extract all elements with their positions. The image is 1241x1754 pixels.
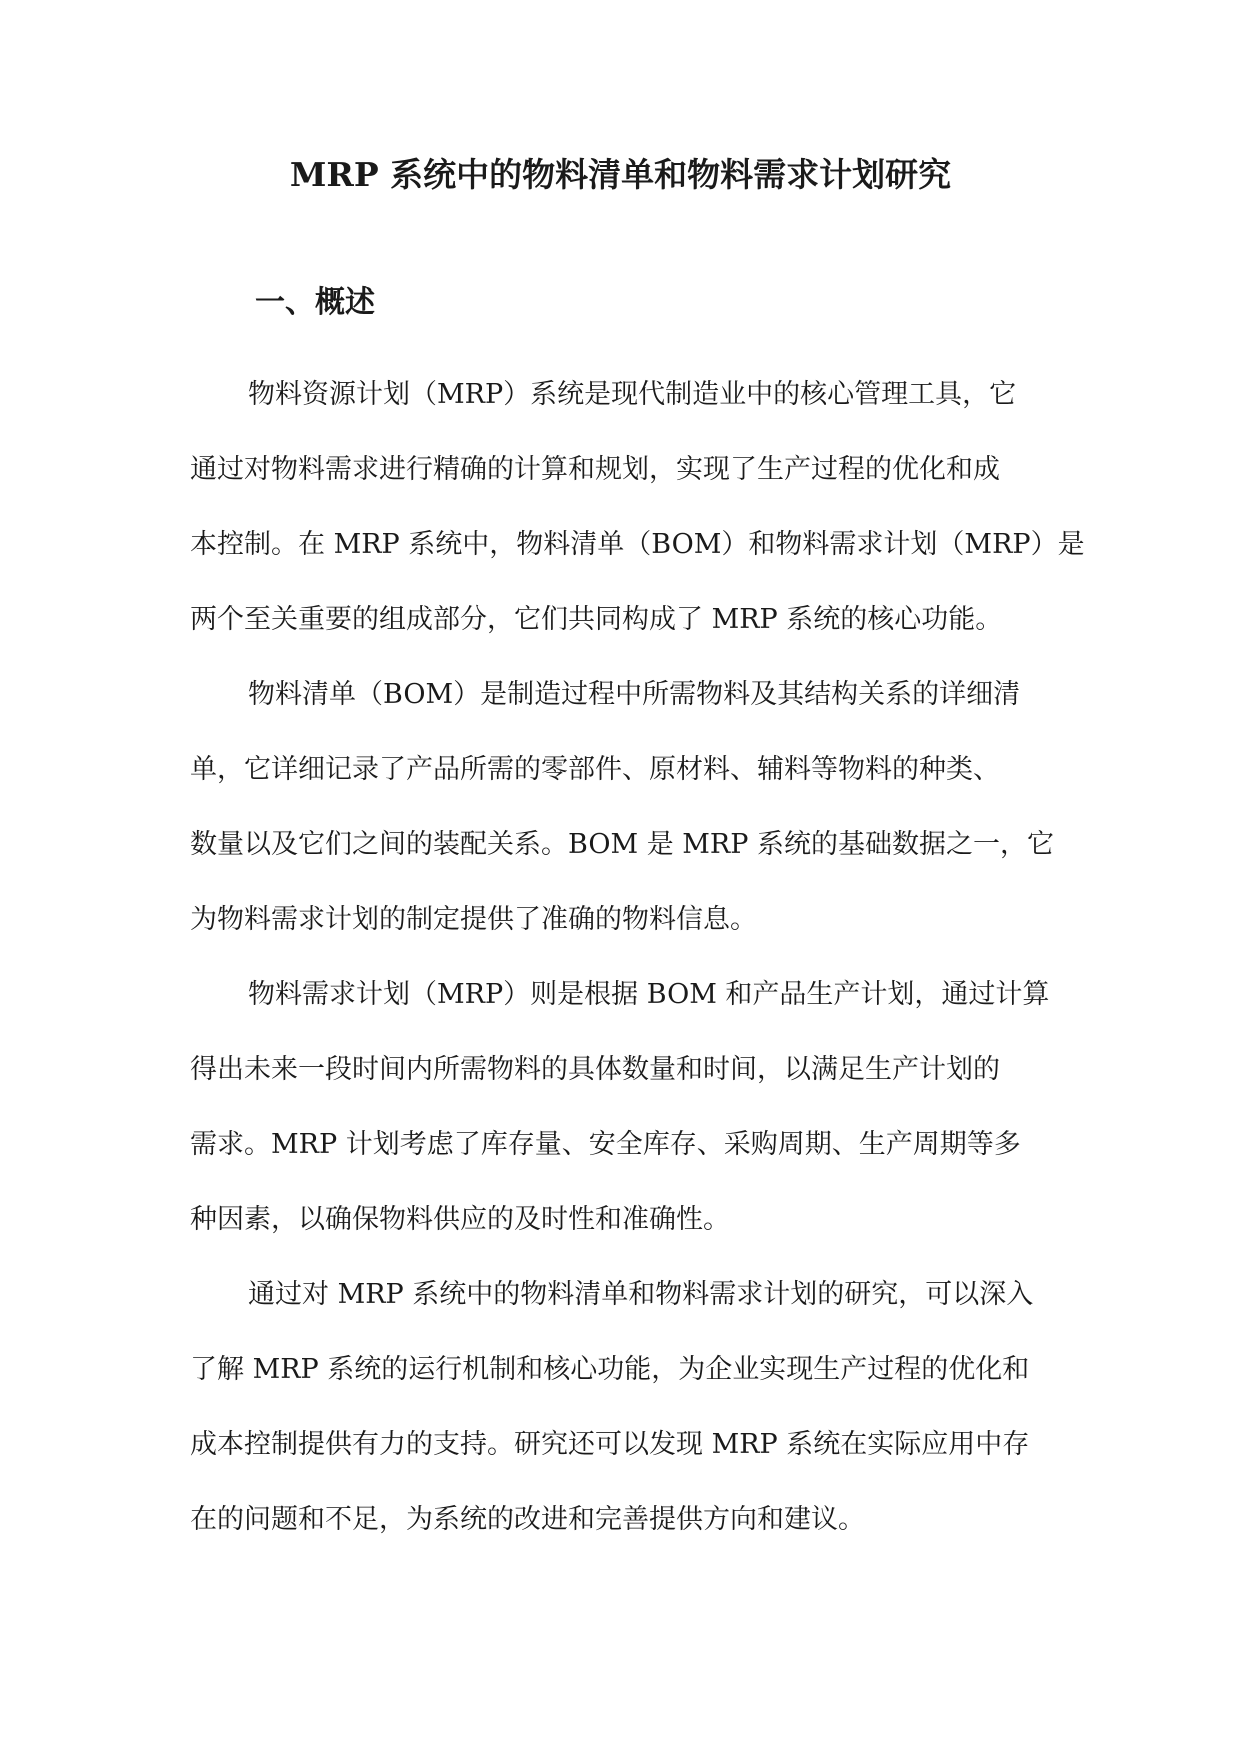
paragraph-line: 本控制。在 MRP 系统中，物料清单（BOM）和物料需求计划（MRP）是 (190, 529, 1085, 560)
paragraph-line: 种因素，以确保物料供应的及时性和准确性。 (190, 1204, 730, 1235)
paragraph-line: 单，它详细记录了产品所需的零部件、原材料、辅料等物料的种类、 (190, 754, 1000, 785)
paragraph-line: 物料需求计划（MRP）则是根据 BOM 和产品生产计划，通过计算 (248, 979, 1050, 1010)
paragraph-line: 数量以及它们之间的装配关系。BOM 是 MRP 系统的基础数据之一，它 (190, 829, 1055, 860)
paragraph-line: 物料清单（BOM）是制造过程中所需物料及其结构关系的详细清 (248, 679, 1021, 710)
paragraph-line: 在的问题和不足，为系统的改进和完善提供方向和建议。 (190, 1504, 865, 1535)
paragraph-line: 成本控制提供有力的支持。研究还可以发现 MRP 系统在实际应用中存 (190, 1429, 1030, 1460)
paragraph-line: 为物料需求计划的制定提供了准确的物料信息。 (190, 904, 757, 935)
paragraph-line: 了解 MRP 系统的运行机制和核心功能，为企业实现生产过程的优化和 (190, 1354, 1030, 1385)
paragraph-line: 需求。MRP 计划考虑了库存量、安全库存、采购周期、生产周期等多 (190, 1129, 1021, 1160)
paragraph-line: 两个至关重要的组成部分，它们共同构成了 MRP 系统的核心功能。 (190, 604, 1003, 635)
section-heading: 一、概述 (255, 285, 375, 320)
paragraph-line: 物料资源计划（MRP）系统是现代制造业中的核心管理工具，它 (248, 379, 1017, 410)
document-body (190, 357, 1085, 1557)
paragraph-line: 通过对 MRP 系统中的物料清单和物料需求计划的研究，可以深入 (248, 1279, 1034, 1310)
paragraph-line: 得出未来一段时间内所需物料的具体数量和时间，以满足生产计划的 (190, 1054, 1000, 1085)
paragraph-line: 通过对物料需求进行精确的计算和规划，实现了生产过程的优化和成 (190, 454, 1000, 485)
document-title: MRP 系统中的物料清单和物料需求计划研究 (289, 155, 952, 194)
